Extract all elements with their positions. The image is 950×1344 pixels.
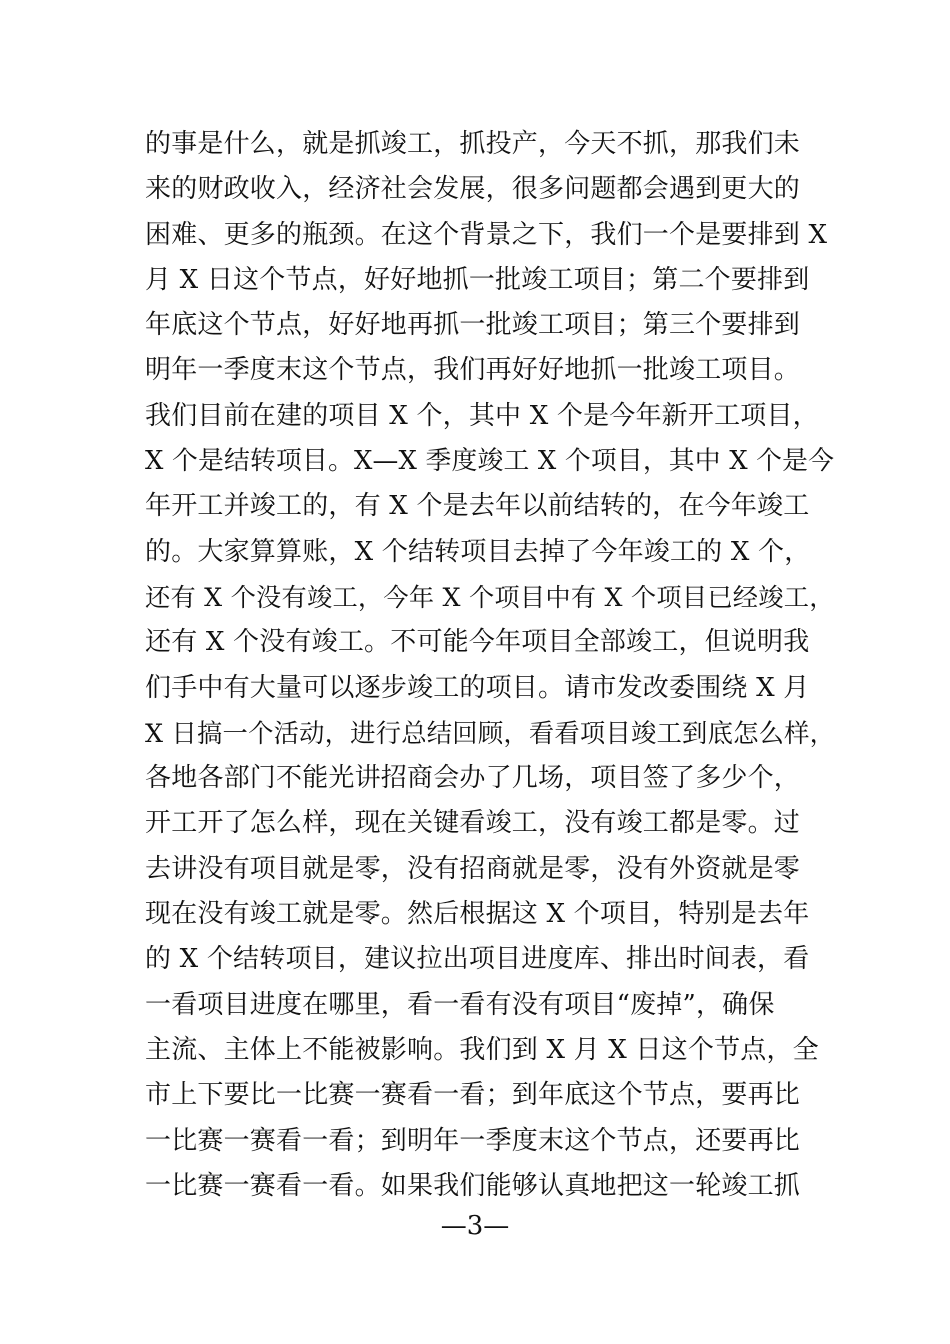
text-line-7: 我们目前在建的项目 X 个，其中 X 个是今年新开工项目， [145,400,819,431]
page-number: —3— [440,1211,510,1241]
text-line-16: 开工开了怎么样，现在关键看竣工，没有竣工都是零。过 [145,808,801,839]
text-line-3: 困难、更多的瓶颈。在这个背景之下，我们一个是要排到 X [145,219,828,250]
text-line-21: 主流、主体上不能被影响。我们到 X 月 X 日这个节点，全 [145,1034,819,1065]
text-line-19: 的 X 个结转项目，建议拉出项目进度库、排出时间表，看 [145,944,810,975]
text-line-18: 现在没有竣工就是零。然后根据这 X 个项目，特别是去年 [145,899,810,930]
text-line-24: 一比赛一赛看一看。如果我们能够认真地把这一轮竣工抓 [145,1170,801,1201]
text-line-15: 各地各部门不能光讲招商会办了几场，项目签了多少个， [145,763,801,794]
text-line-6: 明年一季度末这个节点，我们再好好地抓一批竣工项目。 [145,355,801,386]
text-line-9: 年开工并竣工的，有 X 个是去年以前结转的，在今年竣工 [145,491,810,522]
text-line-12: 还有 X 个没有竣工。不可能今年项目全部竣工，但说明我 [145,627,810,658]
text-line-17: 去讲没有项目就是零，没有招商就是零，没有外资就是零 [145,853,801,884]
text-line-22: 市上下要比一比赛一赛看一看；到年底这个节点，要再比 [145,1080,801,1111]
text-line-11: 还有 X 个没有竣工，今年 X 个项目中有 X 个项目已经竣工， [145,582,835,612]
text-line-1: 的事是什么，就是抓竣工，抓投产，今天不抓，那我们未 [145,129,801,159]
text-line-8: X 个是结转项目。X—X 季度竣工 X 个项目，其中 X 个是今 [145,446,835,477]
text-line-4: 月 X 日这个节点，好好地抓一批竣工项目；第二个要排到 [145,264,810,295]
text-line-2: 来的财政收入，经济社会发展，很多问题都会遇到更大的 [145,174,801,205]
text-line-5: 年底这个节点，好好地再抓一批竣工项目；第三个要排到 [145,310,801,341]
text-line-20: 一看项目进度在哪里，看一看有没有项目“废掉”，确保 [145,989,775,1020]
text-line-23: 一比赛一赛看一看；到明年一季度末这个节点，还要再比 [145,1125,801,1156]
text-line-14: X 日搞一个活动，进行总结回顾，看看项目竣工到底怎么样， [145,717,836,748]
text-line-13: 们手中有大量可以逐步竣工的项目。请市发改委围绕 X 月 [145,672,810,703]
body-text [145,122,835,1209]
text-line-10: 的。大家算算账，X 个结转项目去掉了今年竣工的 X 个， [145,536,811,567]
